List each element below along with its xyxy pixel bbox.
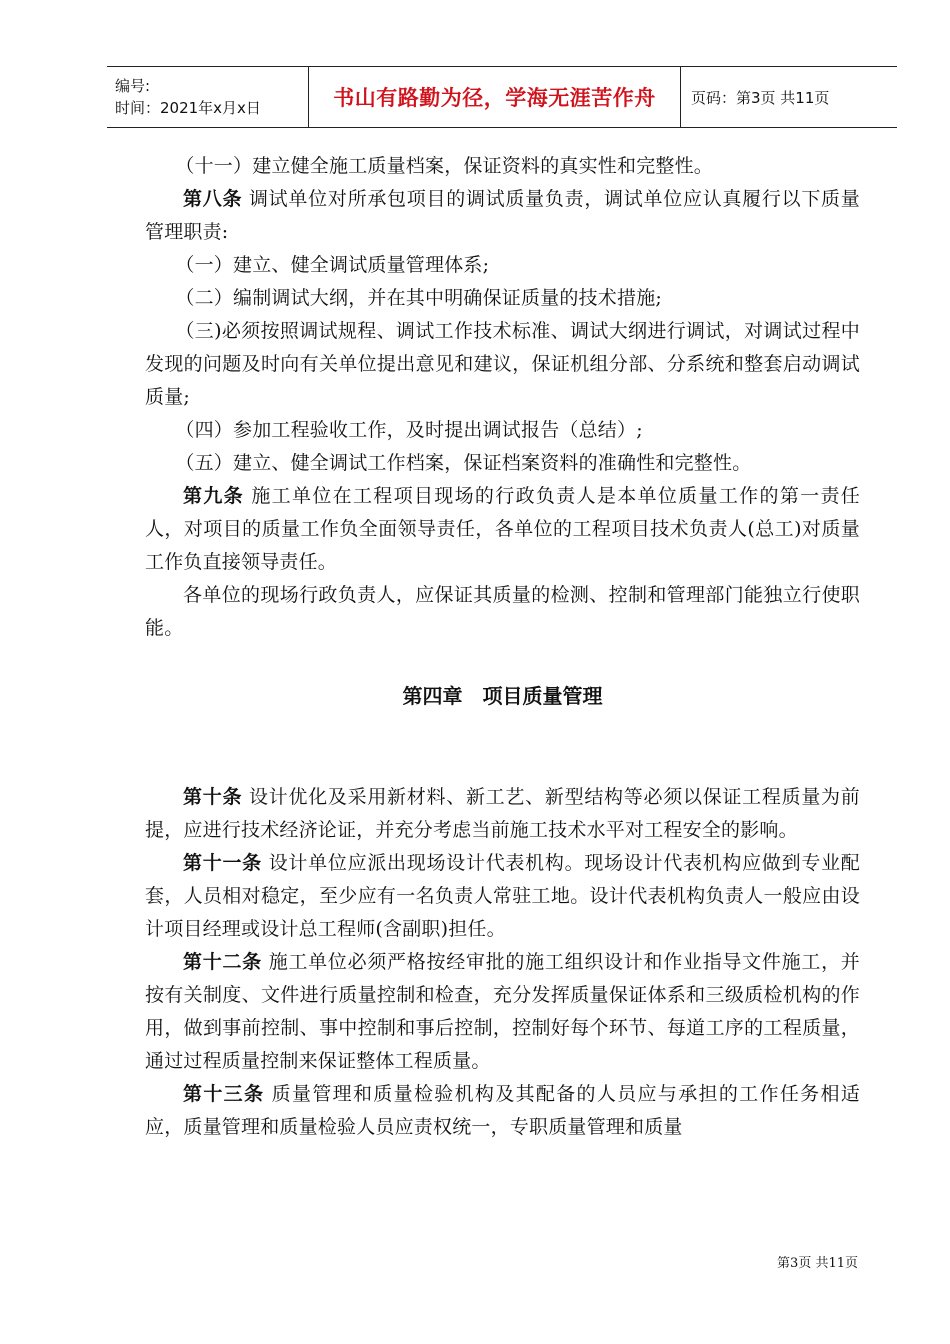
page-footer: 第3页 共11页 (777, 1256, 858, 1271)
article-number: 第十三条 (183, 1083, 265, 1105)
number-label: 编号: (115, 77, 151, 95)
page-header (107, 66, 897, 128)
paragraph: （三)必须按照调试规程、调试工作技术标准、调试大纲进行调试，对调试过程中发现的问题及时向有关单位提出意见和建议，保证机组分部、分系统和整套启动调试质量; (145, 320, 860, 408)
article-9: 第九条 施工单位在工程项目现场的行政负责人是本单位质量工作的第一责任人，对项目的质量工作负全面领导责任，各单位的工程项目技术负责人(总工)对质量工作负直接领导责任。 (145, 485, 860, 573)
article-number: 第十一条 (183, 852, 262, 874)
article-10: 第十条 设计优化及采用新材料、新工艺、新型结构等必须以保证工程质量为前提，应进行技术经济论证，并充分考虑当前施工技术水平对工程安全的影响。 (145, 786, 860, 841)
article-number: 第十条 (183, 786, 243, 808)
paragraph: 各单位的现场行政负责人，应保证其质量的检测、控制和管理部门能独立行使职能。 (145, 584, 860, 639)
article-13: 第十三条 质量管理和质量检验机构及其配备的人员应与承担的工作任务相适应，质量管理和质量检验人员应责权统一，专职质量管理和质量 (145, 1083, 860, 1138)
chapter-title: 第四章 项目质量管理 (402, 684, 603, 708)
paragraph: （五）建立、健全调试工作档案，保证档案资料的准确性和完整性。 (175, 452, 752, 474)
article-11: 第十一条 设计单位应派出现场设计代表机构。现场设计代表机构应做到专业配套，人员相对稳定，至少应有一名负责人常驻工地。设计代表机构负责人一般应由设计项目经理或设计总工程师(含副职)担任。 (145, 852, 860, 940)
paragraph: （一）建立、健全调试质量管理体系; (175, 254, 490, 276)
header-meta (107, 67, 308, 127)
header-motto (308, 67, 681, 127)
article-number: 第十二条 (183, 951, 262, 973)
article-12: 第十二条 施工单位必须严格按经审批的施工组织设计和作业指导文件施工，并按有关制度、文件进行质量控制和检查，充分发挥质量保证体系和三级质检机构的作用，做到事前控制、事中控制和事后控制，控制好每个环节、每道工序的工程质量，通过过程质量控制来保证整体工程质量。 (145, 951, 860, 1072)
page-label: 页码：第3页 共11页 (691, 88, 830, 107)
motto-text: 书山有路勤为径，学海无涯苦作舟 (333, 86, 656, 110)
header-page (681, 67, 897, 127)
article-number: 第九条 (183, 485, 244, 507)
date-label: 时间：2021年x月x日 (115, 99, 261, 117)
paragraph: （二）编制调试大纲，并在其中明确保证质量的技术措施; (175, 287, 662, 309)
article-number: 第八条 (183, 188, 243, 210)
document-body (145, 150, 860, 1144)
article-8: 第八条 调试单位对所承包项目的调试质量负责，调试单位应认真履行以下质量管理职责: (145, 188, 860, 243)
paragraph: （四）参加工程验收工作，及时提出调试报告（总结）; (175, 419, 643, 441)
paragraph: （十一）建立健全施工质量档案，保证资料的真实性和完整性。 (175, 155, 713, 177)
